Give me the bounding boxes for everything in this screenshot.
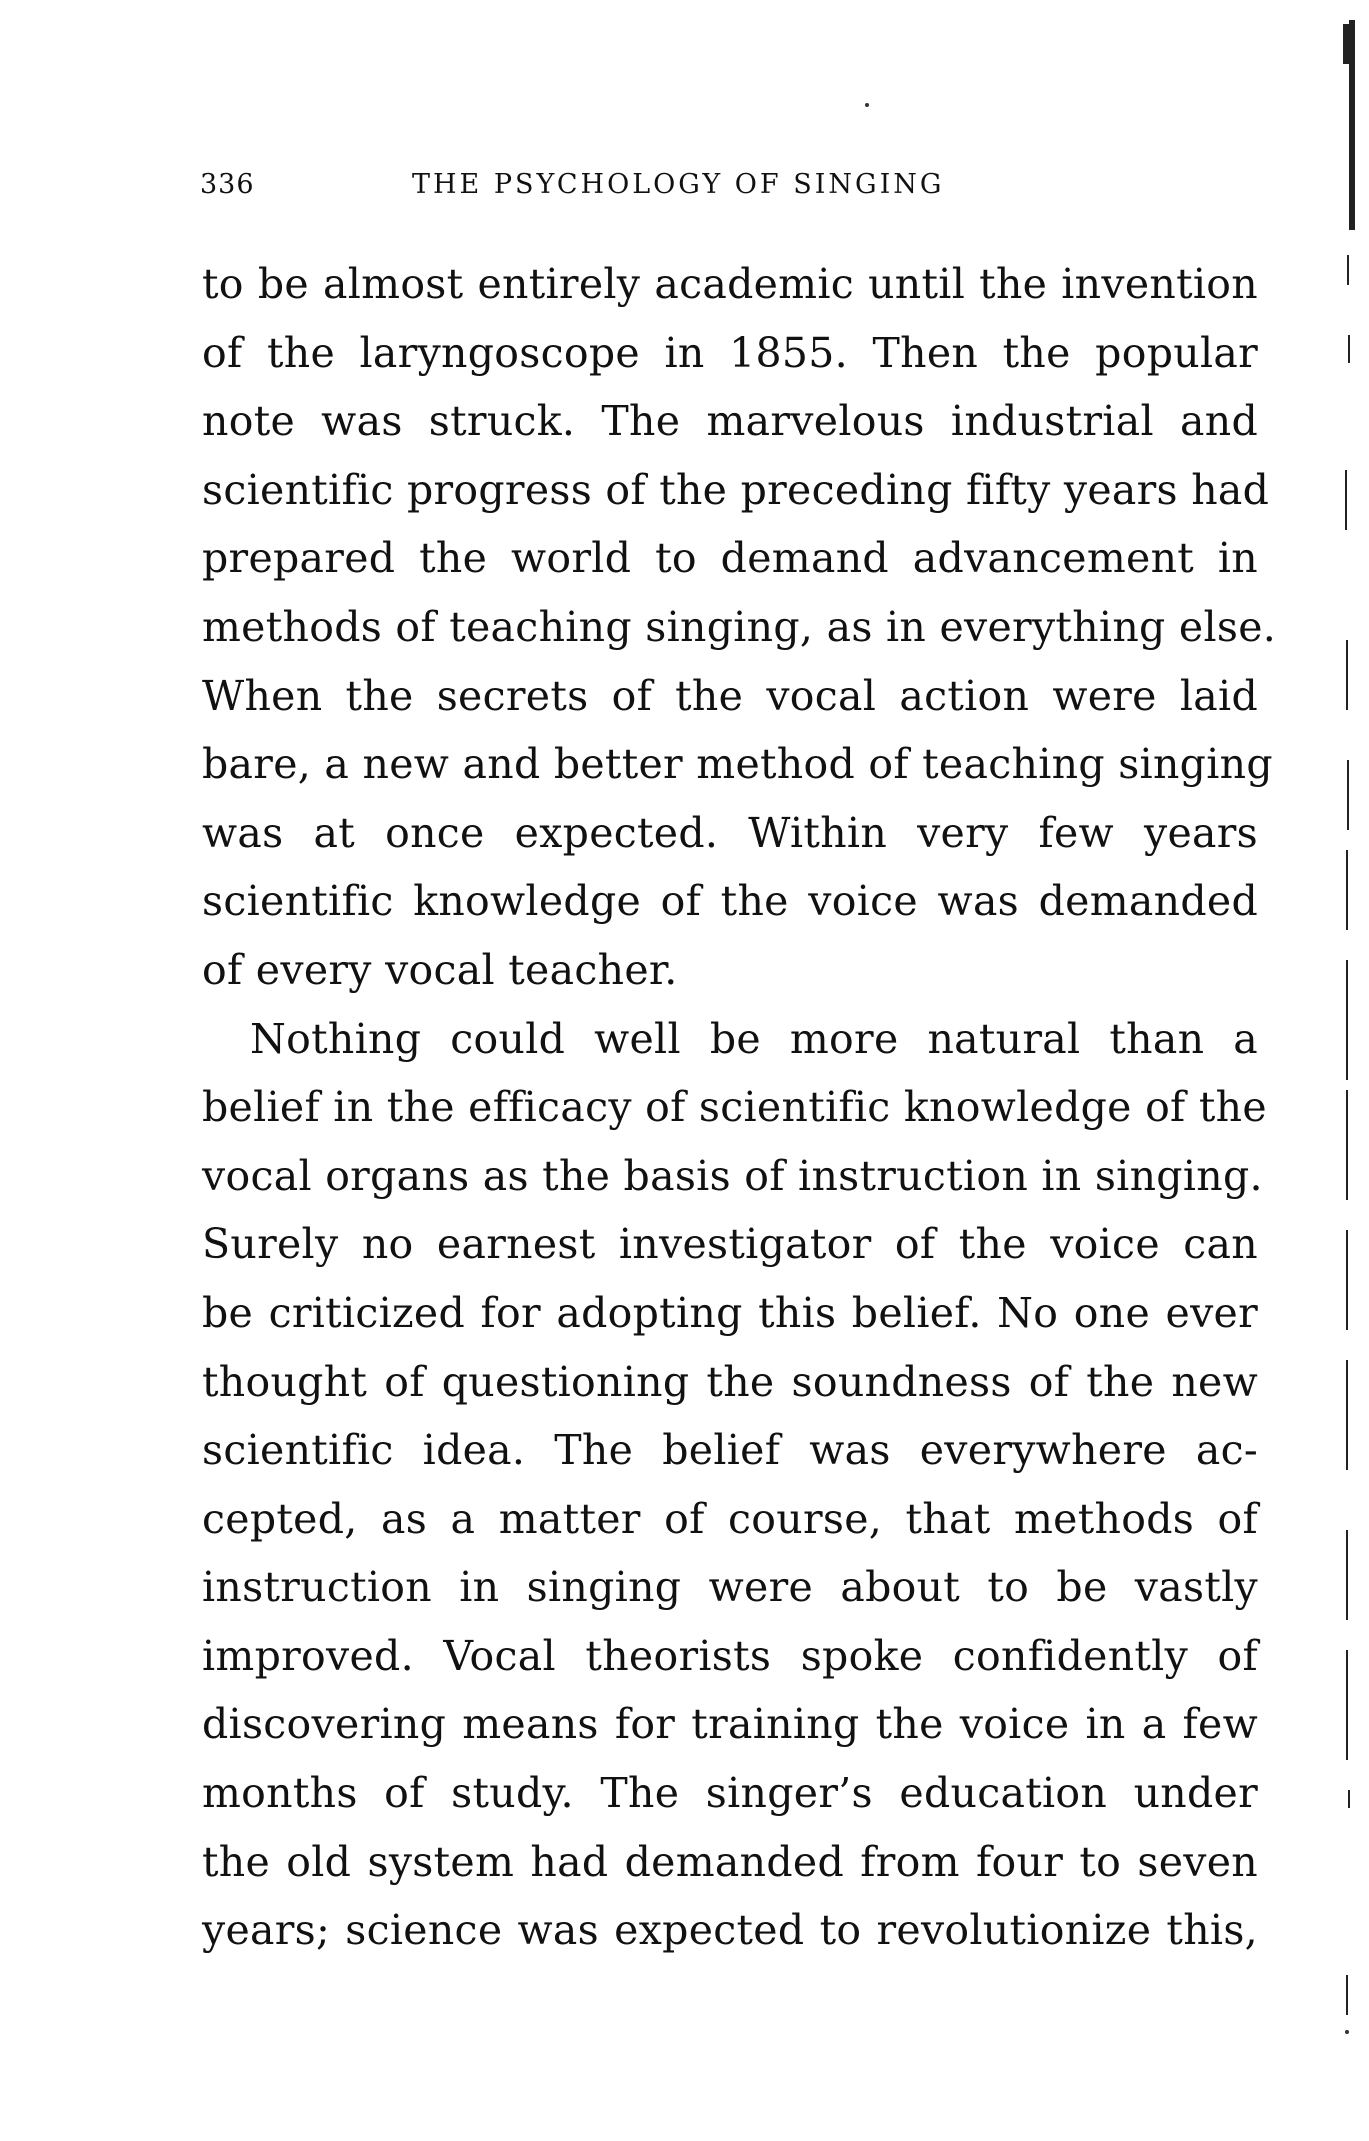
text-line: thought of questioning the soundness of the new xyxy=(202,1357,1258,1406)
text-line: was at once expected. Within very few years xyxy=(202,808,1258,857)
text-line: be criticized for adopting this belief. No one ever xyxy=(202,1288,1258,1337)
text-line: Surely no earnest investigator of the voice can xyxy=(202,1220,1258,1269)
text-line: instruction in singing were about to be vastly xyxy=(202,1563,1258,1612)
text-line: to be almost entirely academic until the invention xyxy=(202,260,1258,308)
scan-speck xyxy=(1345,2030,1349,2034)
running-title: THE PSYCHOLOGY OF SINGING xyxy=(412,169,945,200)
text-line: belief in the efficacy of scientific knowledge of the xyxy=(202,1083,1267,1132)
text-line: years; science was expected to revolutionize this, xyxy=(202,1906,1258,1955)
scan-edge-line xyxy=(1346,850,1348,930)
scan-edge-line xyxy=(1348,335,1350,363)
scan-edge-line xyxy=(1347,255,1349,285)
text-line: of the laryngoscope in 1855. Then the popular xyxy=(202,328,1258,377)
scan-edge-line xyxy=(1347,760,1349,830)
text-line: of every vocal teacher. xyxy=(202,945,678,994)
text-line: months of study. The singer’s education under xyxy=(202,1769,1258,1818)
scan-edge-line xyxy=(1346,1230,1348,1330)
text-line: cepted, as a matter of course, that methods of xyxy=(202,1494,1258,1543)
scan-edge-line xyxy=(1346,1360,1348,1470)
scan-edge-line xyxy=(1345,470,1347,530)
scan-edge-line xyxy=(1346,960,1348,1080)
scan-speck xyxy=(865,103,869,107)
text-line: vocal organs as the basis of instruction in singing. xyxy=(202,1151,1263,1200)
scan-edge-line xyxy=(1346,1530,1348,1620)
body-text xyxy=(202,250,1277,1965)
scan-edge-line xyxy=(1346,1090,1348,1200)
text-line: When the secrets of the vocal action were laid xyxy=(202,671,1258,720)
text-line: Nothing could well be more natural than a xyxy=(250,1014,1258,1063)
text-line: scientific knowledge of the voice was demanded xyxy=(202,877,1258,926)
scan-edge-line xyxy=(1346,640,1348,710)
text-line: scientific idea. The belief was everywhere ac- xyxy=(202,1426,1258,1475)
scan-edge-line xyxy=(1346,1650,1348,1760)
page-number: 336 xyxy=(200,169,255,200)
page-header xyxy=(200,165,1030,205)
scan-edge-line xyxy=(1348,1790,1350,1808)
scan-edge-line xyxy=(1343,24,1353,64)
scan-edge-line xyxy=(1346,1975,1348,2015)
text-line: prepared the world to demand advancement in xyxy=(202,534,1258,583)
text-line: improved. Vocal theorists spoke confidently of xyxy=(202,1631,1258,1680)
text-line: bare, a new and better method of teaching singing xyxy=(202,740,1273,789)
text-line: the old system had demanded from four to seven xyxy=(202,1837,1258,1886)
text-line: methods of teaching singing, as in everything else. xyxy=(202,602,1277,651)
text-line: scientific progress of the preceding fifty years had xyxy=(202,465,1270,514)
text-line: discovering means for training the voice in a few xyxy=(202,1700,1258,1749)
text-line: note was struck. The marvelous industrial and xyxy=(202,397,1258,446)
